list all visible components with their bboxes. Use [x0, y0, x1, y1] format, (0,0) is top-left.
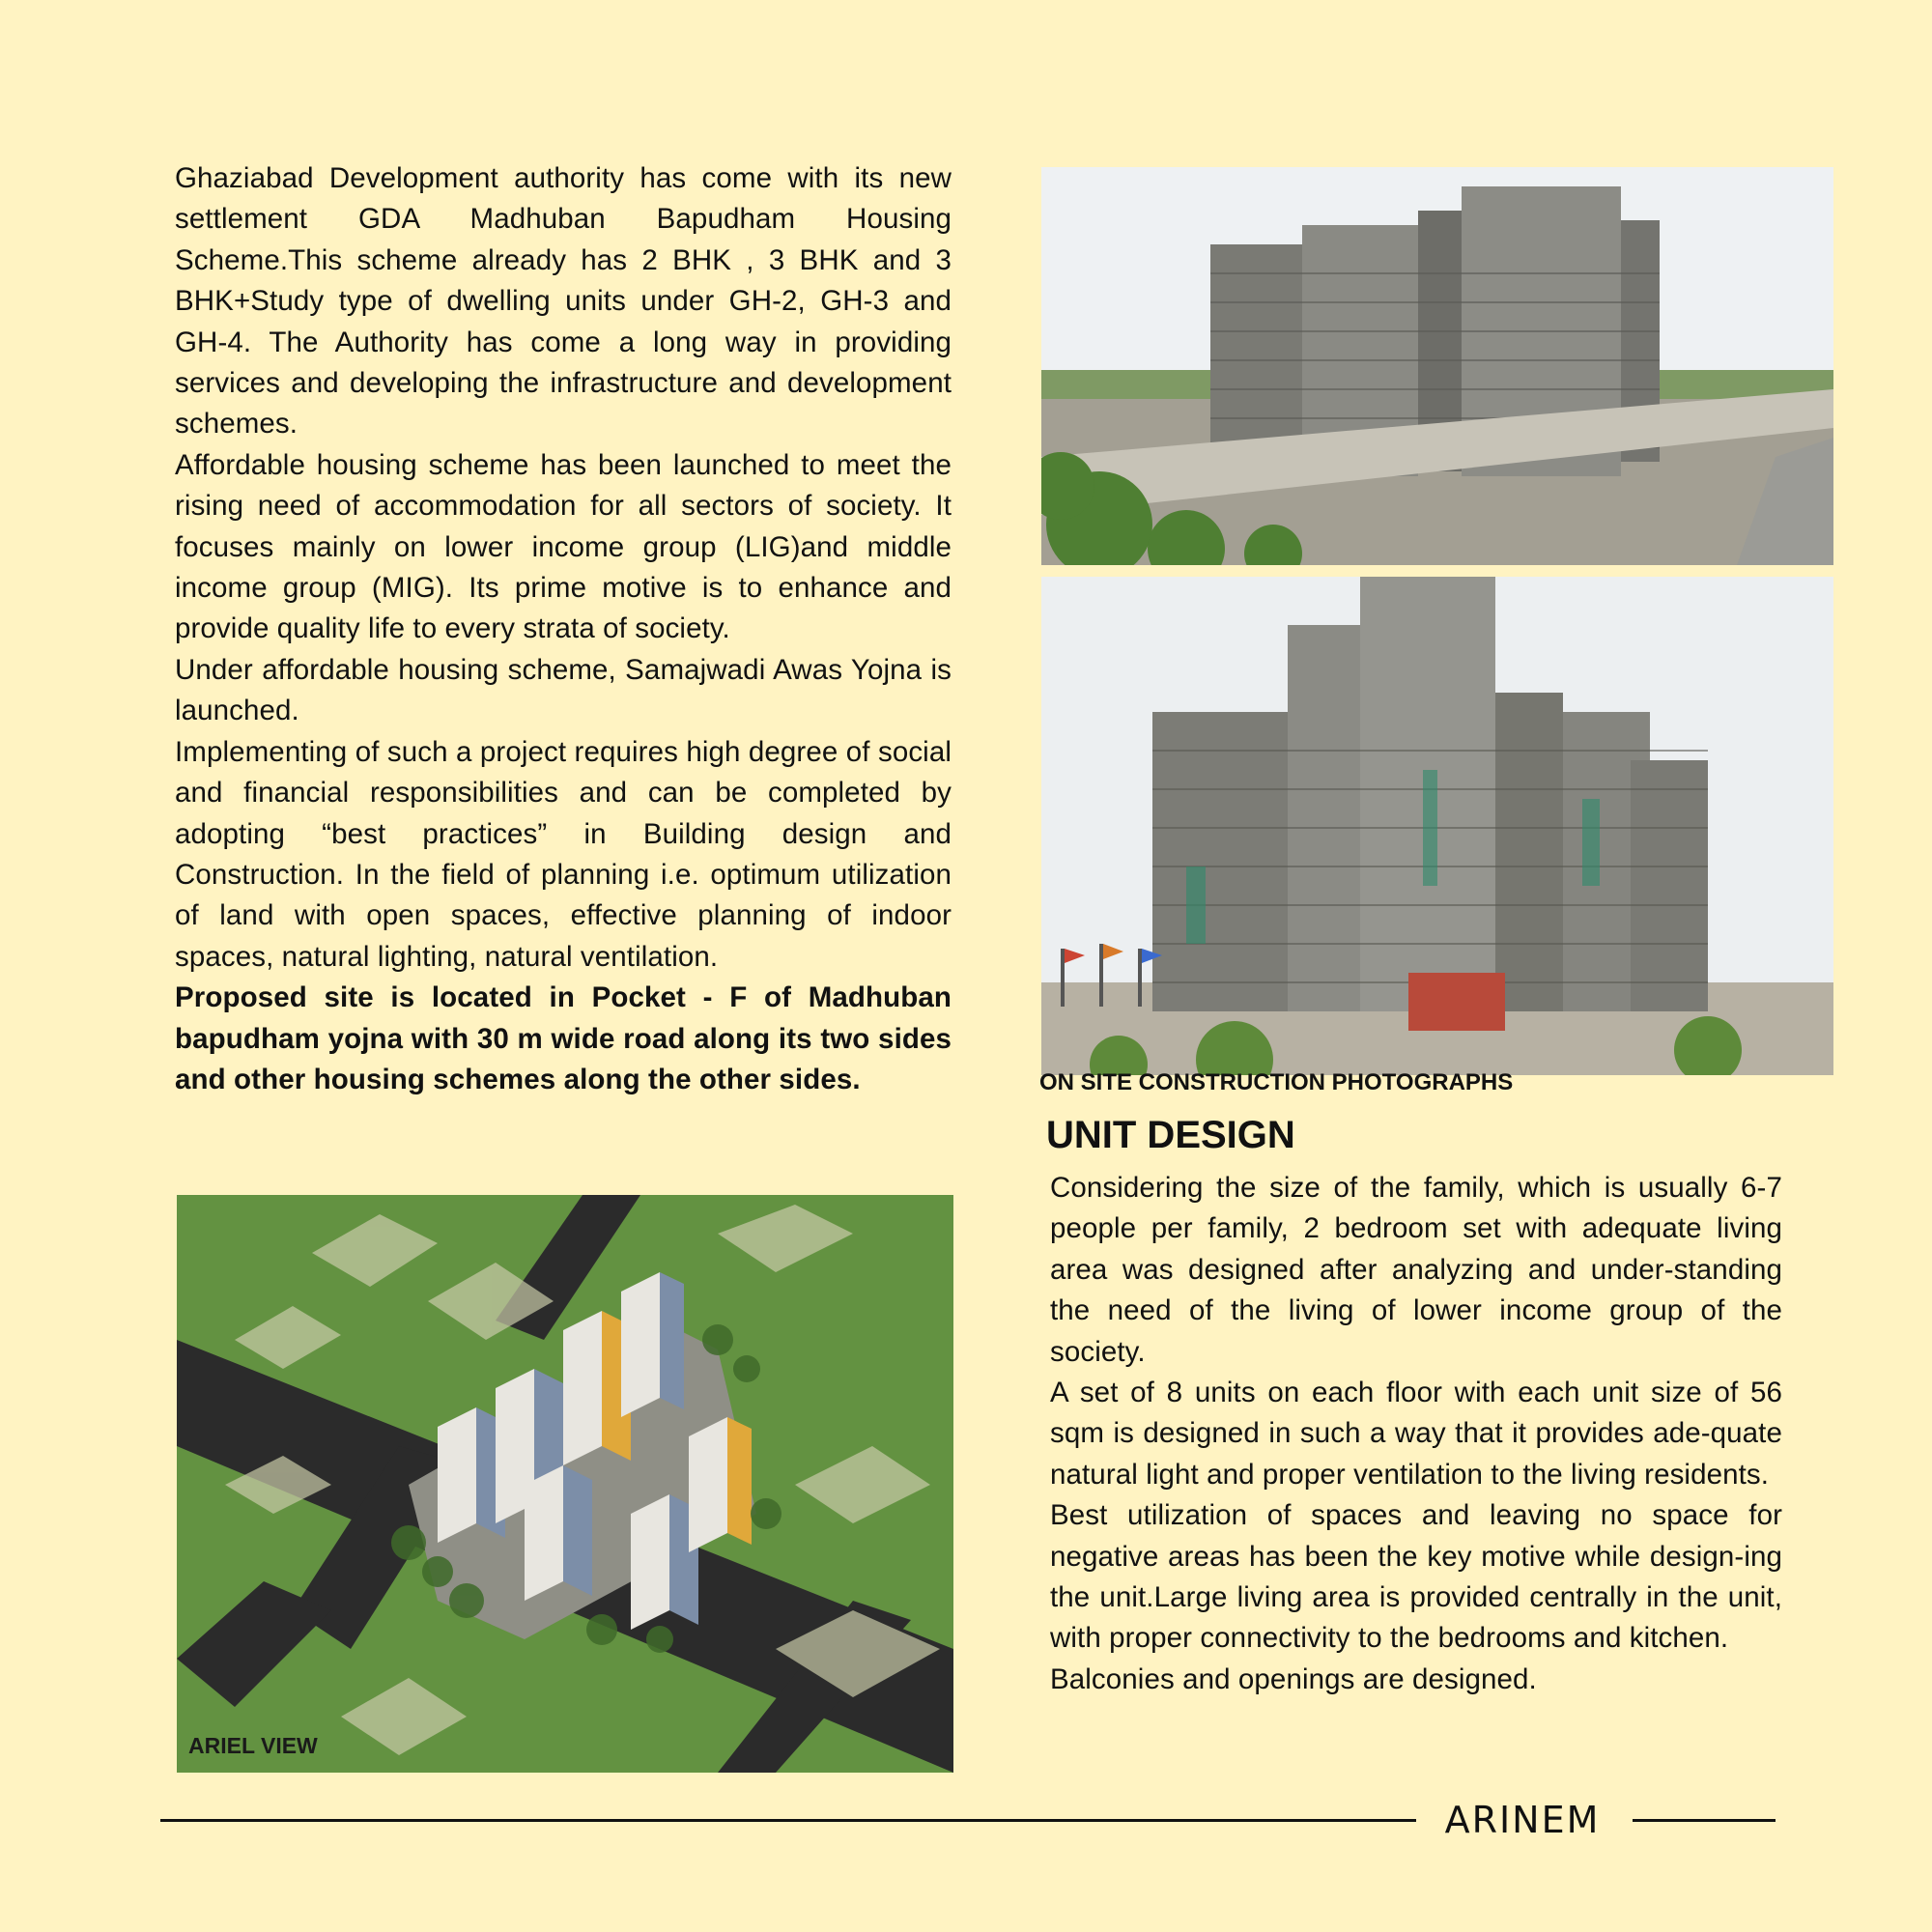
aerial-view-caption: ARIEL VIEW — [188, 1733, 318, 1758]
intro-paragraph: Ghaziabad Development authority has come with its new settlement GDA Madhuban Bapudham Housing Scheme.This scheme already has 2 BHK , 3 BHK and 3 BHK+Study type of dwelling units under GH-2, GH-3 and GH-4. The Authority has come a long way in providing services and developing the infrastructure and development schemes. — [175, 162, 952, 440]
intro-text-column — [175, 158, 952, 1100]
site-statement: Proposed site is located in Pocket - F of Madhuban bapudham yojna with 30 m wide road along its two sides and other housing schemes along the other sides. — [175, 981, 952, 1095]
footer-rule-left — [160, 1819, 1416, 1822]
photos-caption: ON SITE CONSTRUCTION PHOTOGRAPHS — [1039, 1069, 1514, 1095]
unit-design-paragraph: Considering the size of the family, which is usually 6-7 people per family, 2 bedroom set with adequate living area was designed after analyzing and under-standing the need of the living of lower income group of the society. — [1050, 1172, 1782, 1368]
unit-design-heading: UNIT DESIGN — [1046, 1114, 1295, 1156]
intro-paragraph: Implementing of such a project requires high degree of social and financial responsibilities and can be completed by adopting “best practices” in Building design and Construction. In the field of planning i.e. optimum utilization of land with open spaces, effective planning of indoor spaces, natural lighting, natural ventilation. — [175, 735, 952, 973]
intro-paragraph: Under affordable housing scheme, Samajwadi Awas Yojna is launched. — [175, 653, 952, 727]
aerial-view-image — [177, 1195, 953, 1773]
unit-design-paragraph: Best utilization of spaces and leaving no space for negative areas has been the key motive while design-ing the unit.Large living area is provided centrally in the unit, with proper connectivity to the bedrooms and kitchen. — [1050, 1499, 1782, 1655]
intro-paragraph: Affordable housing scheme has been launched to meet the rising need of accommodation for all sectors of society. It focuses mainly on lower income group (LIG)and middle income group (MIG). Its prime motive is to enhance and provide quality life to every strata of society. — [175, 448, 952, 645]
unit-design-paragraph: Balconies and openings are designed. — [1050, 1662, 1537, 1695]
aerial-view-illustration — [177, 1195, 953, 1773]
unit-design-text-column — [1050, 1168, 1782, 1700]
footer-logo: ARINEM — [1444, 1799, 1601, 1841]
construction-photo-2-illustration — [1041, 577, 1833, 1075]
construction-photo-1 — [1041, 167, 1833, 565]
footer-rule-right — [1633, 1819, 1776, 1822]
unit-design-paragraph: A set of 8 units on each floor with each unit size of 56 sqm is designed in such a way that it provides ade-quate natural light and proper ventilation to the living residents. — [1050, 1377, 1782, 1491]
construction-photo-2 — [1041, 577, 1833, 1075]
construction-photo-1-illustration — [1041, 167, 1833, 565]
